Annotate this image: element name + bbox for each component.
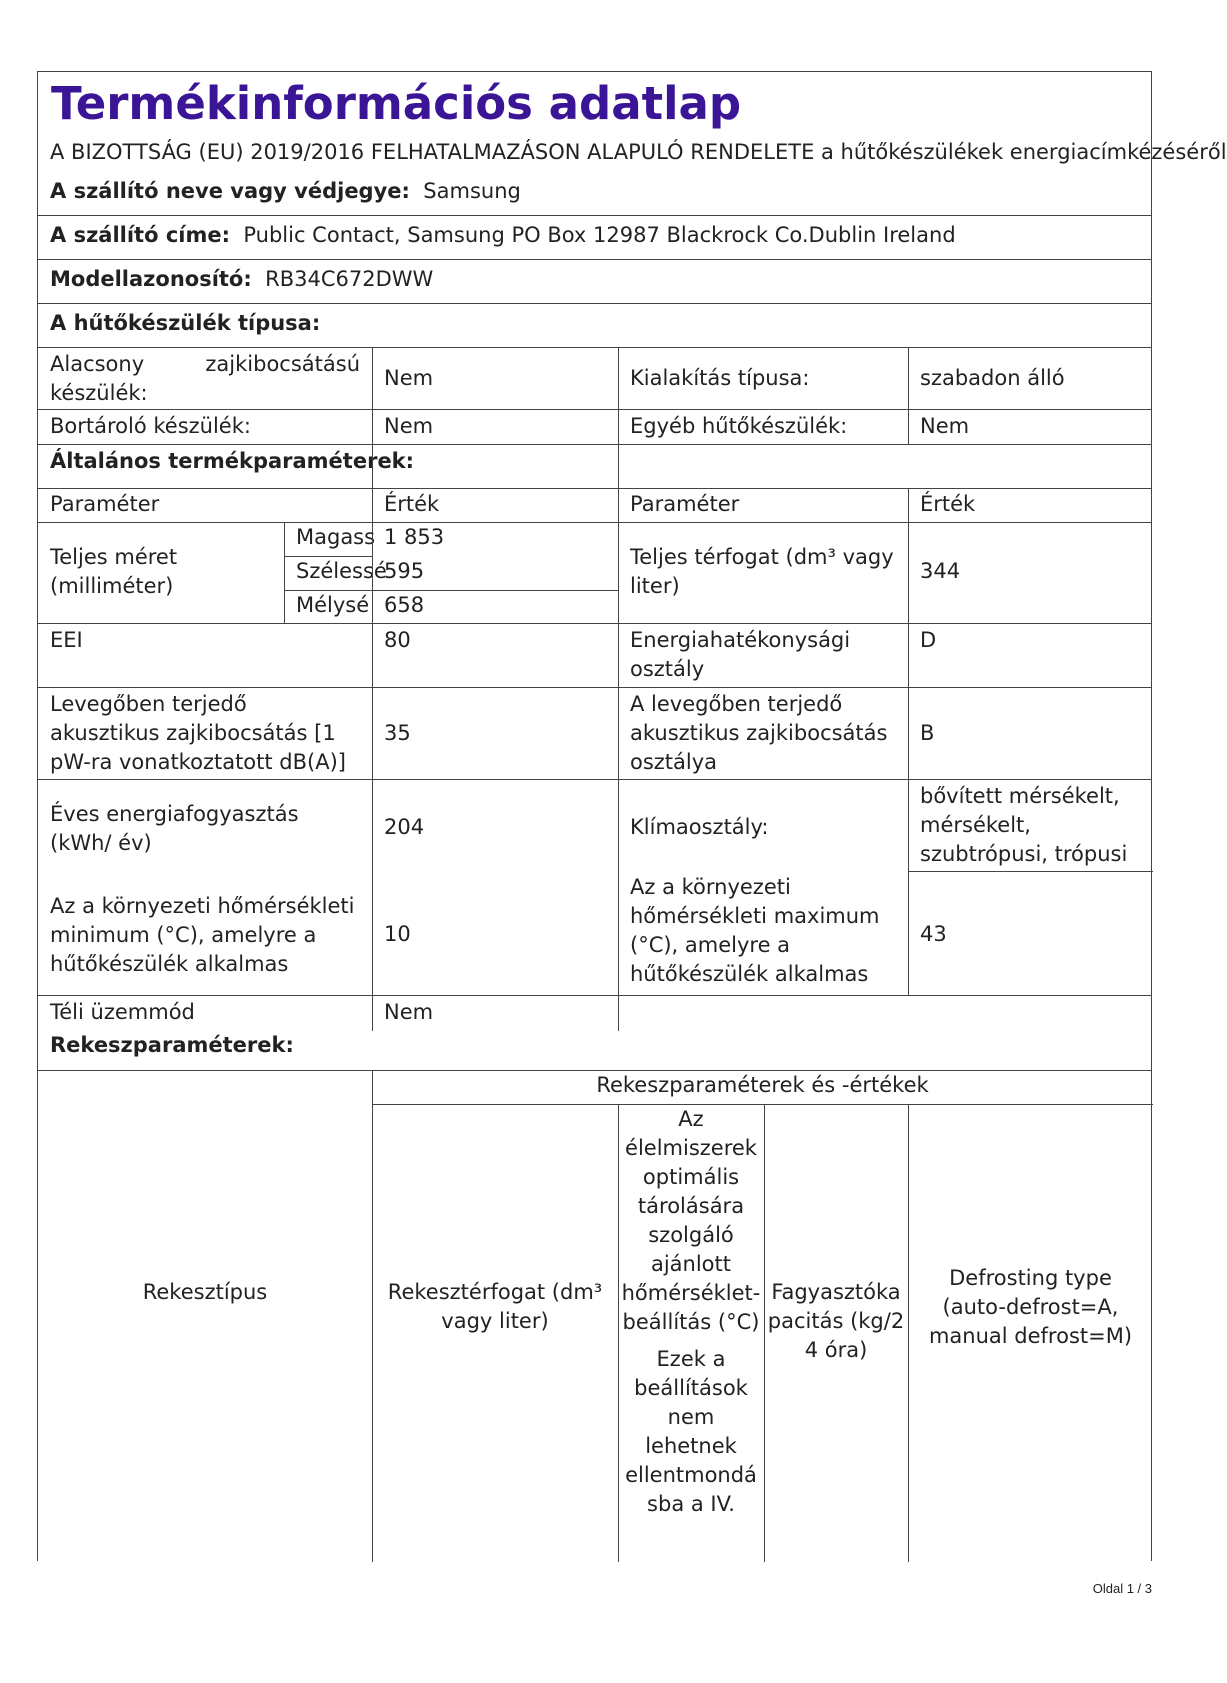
design-value: szabadon álló [920,366,1065,390]
model-value: RB34C672DWW [265,267,434,291]
depth-label: Mélysé [296,593,370,617]
regulation-row [38,134,1227,172]
col-value-1: Érték [384,492,440,516]
wine-storage-row [38,410,1151,445]
max-temp-value: 43 [920,922,947,946]
noise-class-value: B [920,721,935,745]
compartments-heading-row [38,1031,1151,1071]
compartments-heading: Rekeszparaméterek: [50,1033,294,1057]
regulation-text: A BIZOTTSÁG (EU) 2019/2016 FELHATALMAZÁSON ALAPULÓ RENDELETE a hűtőkészülékek energiacímkézéséről [50,140,1227,164]
datasheet-frame [37,71,1227,1561]
col-value-2: Érték [920,492,976,516]
model-cell [38,265,1151,294]
compartment-temp-header: Az élelmiszerek optimális tárolására szolgáló ajánlott hőmérséklet-beállítás (°C) Ezek a beállítások nem lehetnek ellentmondásba a IV. [621,1107,761,1516]
min-temp-label: Az a környezeti hőmérsékleti minimum (°C), amelyre a hűtőkészülék alkalmas [50,894,355,976]
compartment-volume-header: Rekesztérfogat (dm³ vagy liter) [387,1280,603,1333]
energy-climate-row [38,780,1151,996]
eei-row [38,624,1151,688]
compartment-defrost-header: Defrosting type (auto-defrost=A, manual defrost=M) [928,1266,1133,1348]
winter-value: Nem [384,1000,434,1024]
noise-value: 35 [384,721,411,745]
supplier-name-cell [38,177,1151,206]
title-row [38,72,1151,138]
annual-energy-label: Éves energiafogyasztás (kWh/ év) [50,802,299,855]
model-label: Modellazonosító: [50,267,252,291]
noise-row [38,688,1151,780]
supplier-address-row [38,216,1151,260]
page-number: Oldal 1 / 3 [1092,1581,1152,1596]
energy-class-value: D [920,628,937,652]
max-temp-label: Az a környezeti hőmérsékleti maximum (°C), amelyre a hűtőkészülék alkalmas [630,875,880,986]
min-temp-value: 10 [384,922,411,946]
compartment-type-header: Rekesztípus [142,1280,268,1304]
supplier-name-label: A szállító neve vagy védjegye: [50,179,410,203]
eei-label: EEI [50,628,83,652]
compartment-freeze-header: Fagyasztókapacitás (kg/24 óra) [767,1280,905,1362]
other-label: Egyéb hűtőkészülék: [630,414,848,438]
supplier-address-label: A szállító címe: [50,223,230,247]
wine-value: Nem [384,414,434,438]
depth-value: 658 [384,593,425,617]
supplier-address-cell [38,221,1151,250]
low-noise-label: Alacsony zajkibocsátású készülék: [50,352,360,405]
wine-label: Bortároló készülék: [50,414,251,438]
noise-class-label: A levegőben terjedő akusztikus zajkibocsátás osztálya [630,692,888,774]
low-noise-value: Nem [384,366,434,390]
compartments-table [38,1071,1151,1562]
winter-mode-row [38,996,1151,1031]
volume-label: Teljes térfogat (dm³ vagy liter) [630,545,894,598]
appliance-type-heading: A hűtőkészülék típusa: [50,311,321,335]
noise-label: Levegőben terjedő akusztikus zajkibocsátás [1 pW-ra vonatkoztatott dB(A)] [50,692,346,774]
volume-value: 344 [920,559,961,583]
height-label: Magass [296,525,376,549]
design-label: Kialakítás típusa: [630,366,810,390]
other-value: Nem [920,414,970,438]
supplier-address-value: Public Contact, Samsung PO Box 12987 Blackrock Co.Dublin Ireland [243,223,956,247]
dimensions-label: Teljes méret (milliméter) [50,545,178,598]
width-label: Szélessé [296,559,387,583]
eei-value: 80 [384,628,411,652]
col-param-2: Paraméter [630,492,740,516]
general-header-row [38,489,1151,523]
page-title: Termékinformációs adatlap [51,77,742,130]
model-row [38,260,1151,304]
winter-label: Téli üzemmód [50,1000,195,1024]
col-param-1: Paraméter [50,492,160,516]
width-value: 595 [384,559,425,583]
supplier-name-value: Samsung [423,179,521,203]
annual-energy-value: 204 [384,815,425,839]
compartments-group-header: Rekeszparaméterek és -értékek [596,1073,929,1097]
climate-value: bővített mérsékelt, mérsékelt, szubtrópusi, trópusi [920,784,1128,866]
dimensions-row [38,523,1151,624]
energy-class-label: Energiahatékonysági osztály [630,628,851,681]
height-value: 1 853 [384,525,445,549]
general-heading-row [38,445,1151,489]
supplier-name-row [38,172,1151,216]
appliance-type-heading-row [38,304,1151,348]
climate-label: Klímaosztály: [630,815,769,839]
general-heading: Általános termékparaméterek: [50,449,415,473]
low-noise-row [38,348,1151,410]
